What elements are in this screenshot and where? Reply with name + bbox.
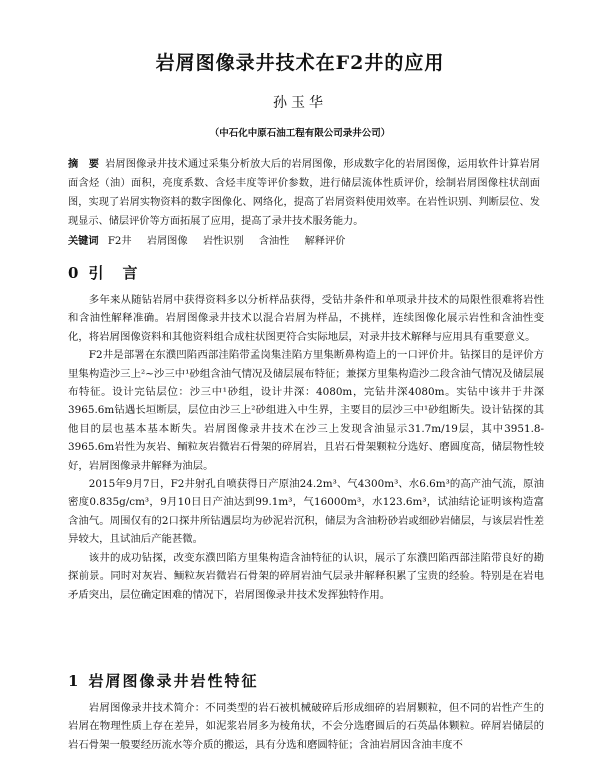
- keyword: F2井: [107, 236, 132, 247]
- keyword: 解释评价: [304, 236, 346, 247]
- keyword: 岩屑图像: [146, 236, 188, 247]
- section-title: 岩屑图像录井岩性特征: [88, 672, 259, 690]
- abstract-block: [68, 155, 540, 231]
- abstract-text: 岩屑图像录井技术通过采集分析放大后的岩屑图像，形成数字化的岩屑图像，运用软件计算岩屑面含烃（油）面积，亮度系数、含烃丰度等评价参数，进行储层流体性质评价，绘制岩屑图像柱状剖面图，实现了岩屑实物资料的数字图像化、网络化，提高了岩屑资料使用效率。在岩性识别、判断层位、发现显示、储层评价等方面拓展了应用，提高了录井技术服务能力。: [68, 159, 540, 227]
- keywords-block: [68, 232, 540, 251]
- paragraph: 2015年9月7日，F2井射孔自喷获得日产原油24.2m³、气4300m³、水6.6m³的高产油气流，原油密度0.835g/cm³，9月10日日产油达到99.1m³，气16000m³，水123.6m³，试油结论证明该构造富含油气。周围仅有的2口探井所钻遇层均为砂泥岩沉积，储层为含油粉砂岩或细砂岩储层，与该层岩性差异较大，且试油后产能甚微。: [68, 478, 544, 546]
- paper-title: 岩屑图像录井技术在F2井的应用: [155, 52, 445, 74]
- paragraph: F2井是部署在东濮凹陷西部洼陷带孟岗集洼陷方里集断鼻构造上的一口评价井。钻探目的是评价方里集构造沙三上²~沙三中¹砂组含油气情况及储层展布特征；兼探方里集构造沙二段含油气情况及储层展布特征。设计完钻层位：沙三中¹砂组，设计井深：4080m，完钻井深4080m。实钻中该井于井深3965.6m钻遇长垣断层，层位由沙三上²砂组进入中生界，主要目的层沙三中¹砂组断失。设计钻探的其他目的层也基本基本断失。岩屑图像录井技术在沙三上发现含油显示31.7m/19层，其中3951.8-3965.6m岩性为灰岩、鲕粒灰岩微岩石骨架的碎屑岩，且岩石骨架颗粒分选好、磨圆度高，储层物性较好，岩屑图像录井解释为油层。: [68, 349, 544, 472]
- paragraph: 多年来从随钻岩屑中获得资料多以分析样品获得，受钻井条件和单项录井技术的局限性很难将岩性和含油性解释准确。岩屑图像录井技术以混合岩屑为样品，不挑样，连续图像化展示岩性和含油性变化，将岩屑图像资料和其他资料组合成柱状图更符合实际地层，对录井技术解释与应用具有重要意义。: [68, 294, 544, 343]
- keywords-label: 关键词: [68, 235, 99, 247]
- abstract-label: 摘 要: [68, 158, 100, 170]
- section-heading-1: [68, 670, 258, 691]
- section-number: 1: [68, 672, 81, 690]
- intro-body: [68, 291, 544, 604]
- paragraph: 该井的成功钻探，改变东濮凹陷方里集构造含油特征的认识，展示了东濮凹陷西部洼陷带良好的勘探前景。同时对灰岩、鲕粒灰岩微岩石骨架的碎屑岩油气层录井解释积累了宝贵的经验。特别是在岩电矛盾突出，层位确定困难的情况下，岩屑图像录井技术发挥独特作用。: [68, 551, 544, 601]
- section-number: 0: [68, 264, 81, 282]
- section-1-body: [68, 699, 544, 754]
- keyword: 含油性: [258, 236, 290, 247]
- keyword: 岩性识别: [202, 236, 244, 247]
- section-title: 引 言: [88, 264, 140, 282]
- paragraph: 岩屑图像录井技术简介：不同类型的岩石被机械破碎后形成细碎的岩屑颗粒，但不同的岩性产生的岩屑在物理性质上存在差异，如泥浆岩屑多为棱角状，不会分选磨圆后的石英晶体颗粒。碎屑岩储层的岩石骨架一般要经历流水等介质的搬运，具有分选和磨圆特征；含油岩屑因含油丰度不: [68, 702, 544, 751]
- author-name: 孙玉华: [273, 95, 327, 111]
- section-heading-intro: [68, 262, 139, 283]
- author-affiliation: （中石化中原石油工程有限公司录井公司）: [209, 128, 391, 139]
